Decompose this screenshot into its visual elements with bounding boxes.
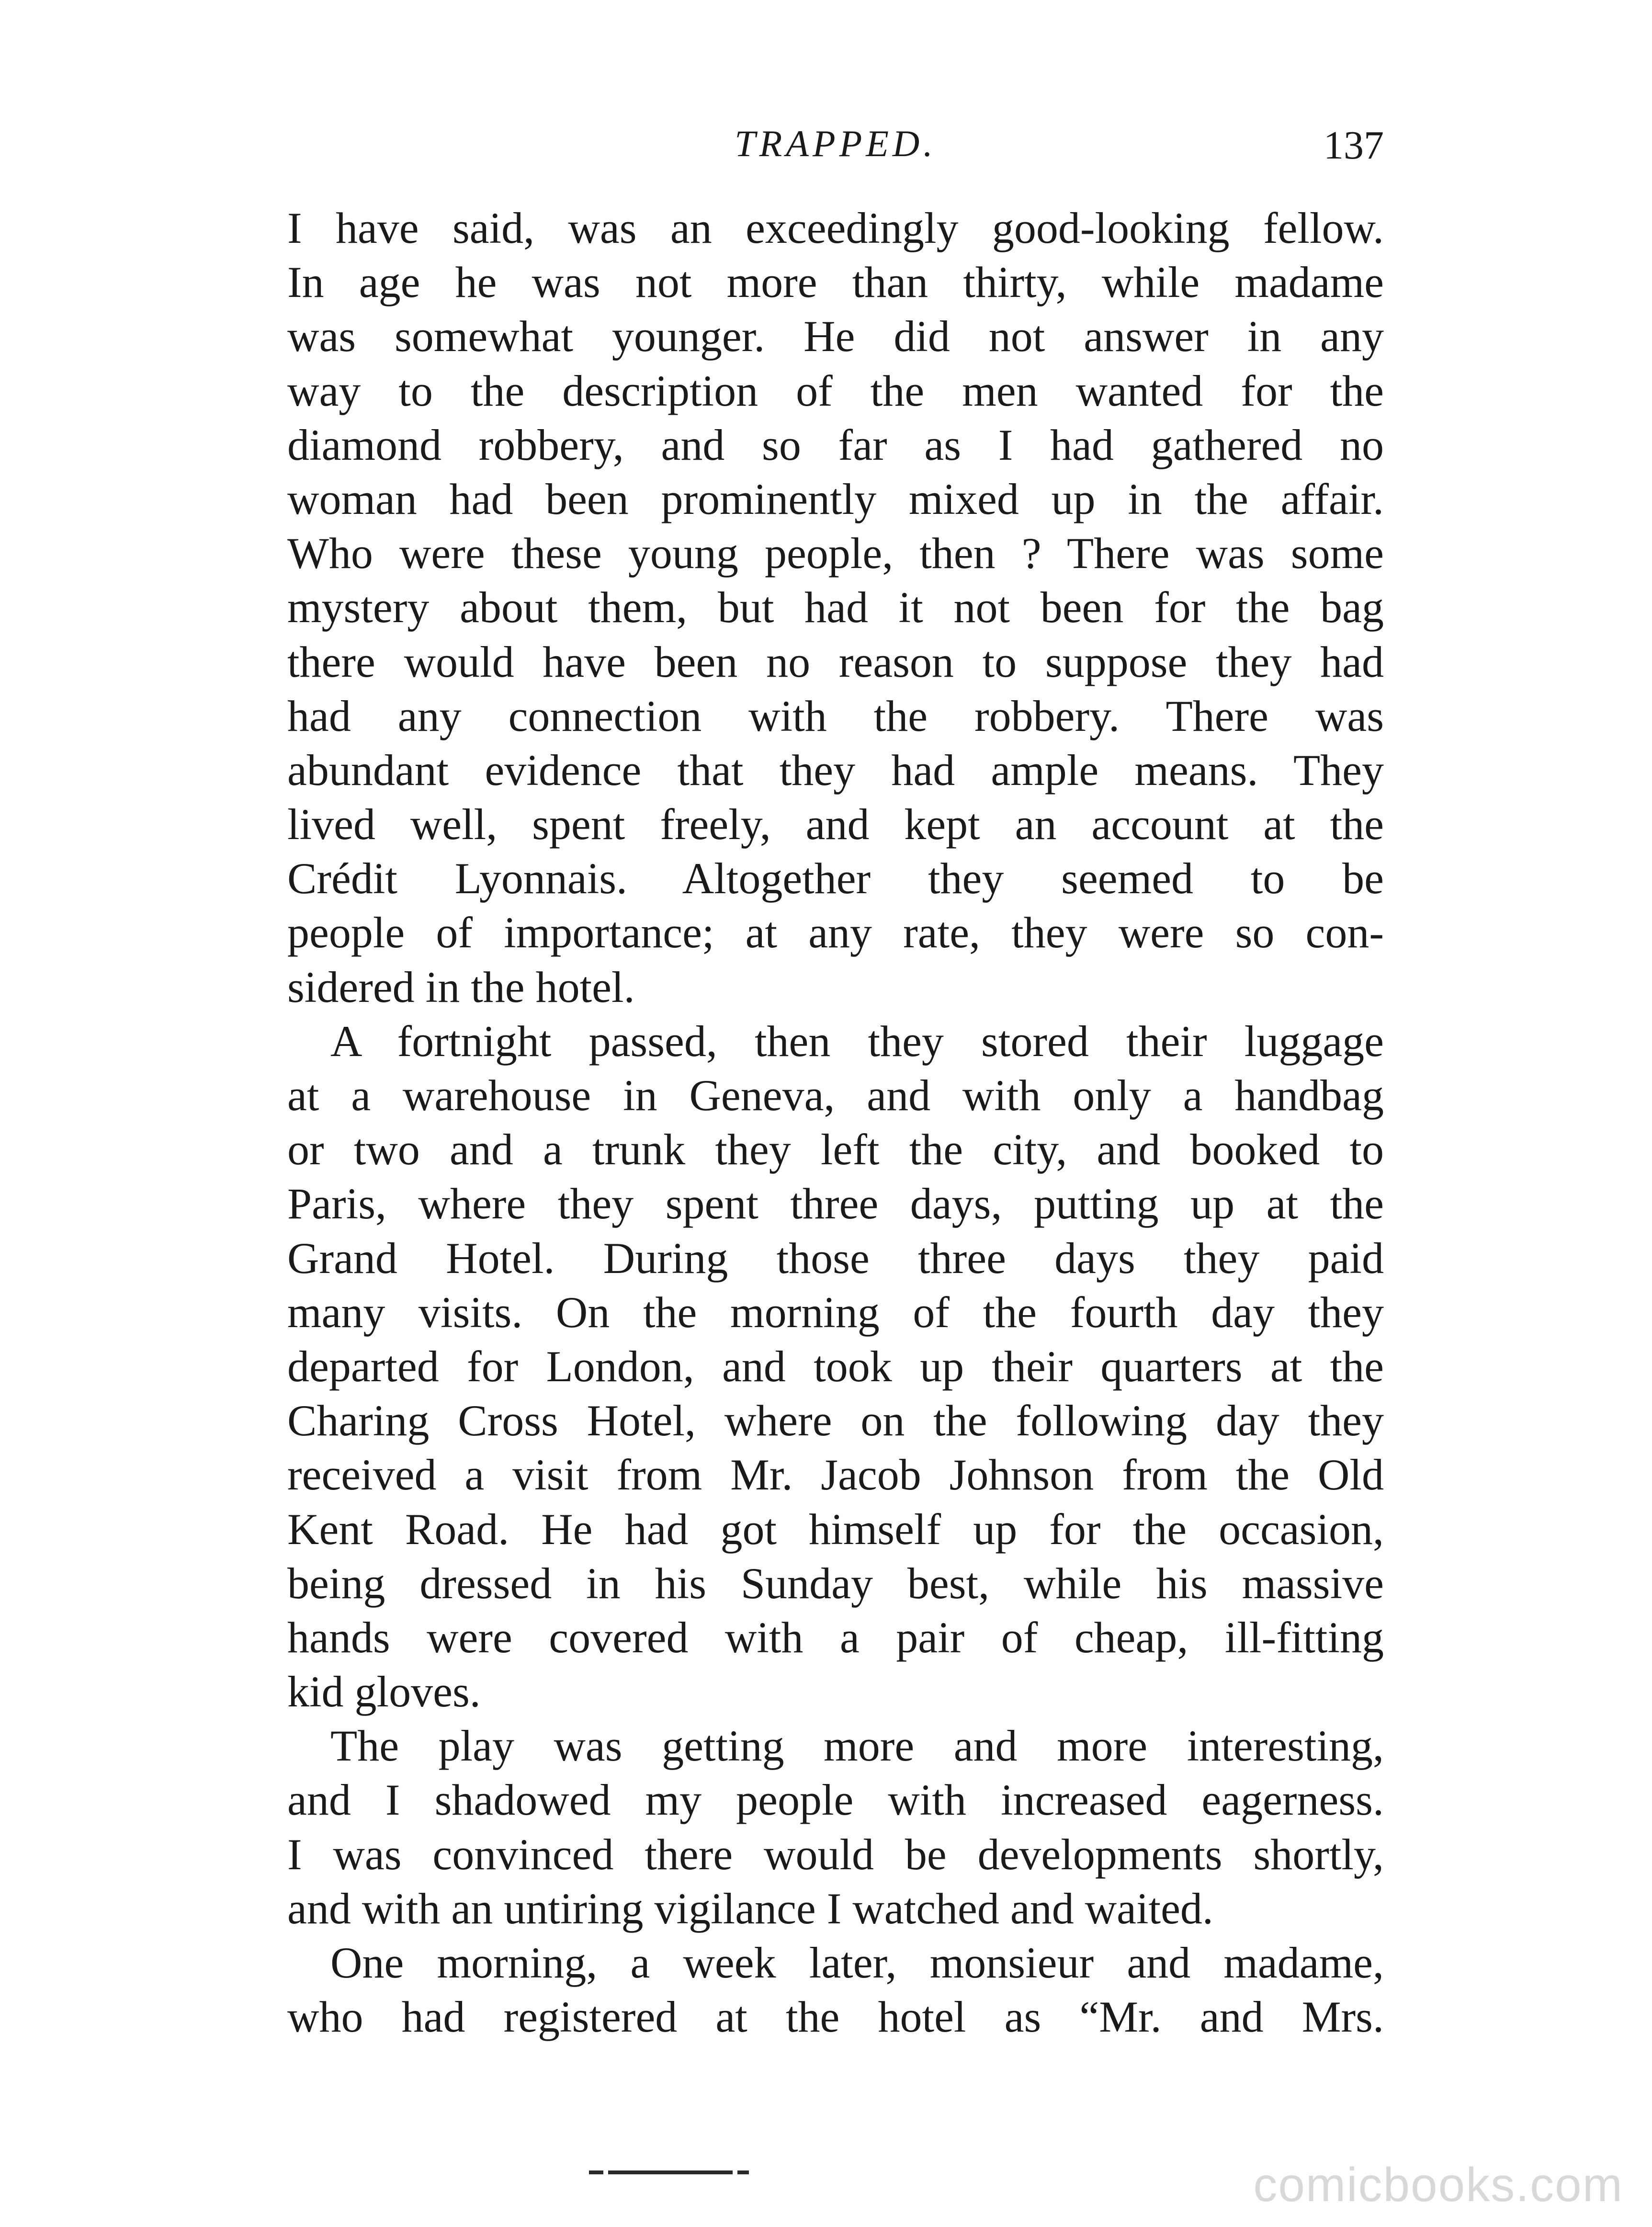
body-text — [287, 201, 1384, 2044]
text-line: I was convinced there would be developments shortly, — [287, 1829, 1384, 1879]
text-line: The play was getting more and more interesting, — [330, 1721, 1384, 1771]
text-line: being dressed in his Sunday best, while his massive — [287, 1558, 1384, 1608]
watermark: comicbooks.com — [1253, 2158, 1623, 2212]
text-line: abundant evidence that they had ample means. They — [287, 745, 1384, 795]
footer-rule — [737, 2170, 749, 2174]
text-line: diamond robbery, and so far as I had gathered no — [287, 420, 1384, 469]
text-line: and I shadowed my people with increased eagerness. — [287, 1775, 1384, 1825]
text-line: Kent Road. He had got himself up for the occasion, — [287, 1504, 1384, 1554]
text-line: was somewhat younger. He did not answer in any — [287, 312, 1384, 361]
text-line: way to the description of the men wanted for the — [287, 366, 1384, 415]
text-line: A fortnight passed, then they stored their luggage — [330, 1016, 1384, 1066]
text-line: Charing Cross Hotel, where on the following day they — [287, 1396, 1384, 1445]
footer-rule — [589, 2170, 603, 2174]
text-line: at a warehouse in Geneva, and with only a handbag — [287, 1071, 1384, 1120]
text-line: I have said, was an exceedingly good-looking fellow. — [287, 204, 1384, 252]
text-line: One morning, a week later, monsieur and madame, — [330, 1938, 1384, 1987]
text-line: who had registered at the hotel as “Mr. and Mrs. — [287, 1992, 1384, 2042]
text-line: Grand Hotel. During those three days they paid — [287, 1233, 1384, 1283]
text-line: In age he was not more than thirty, while madame — [287, 258, 1384, 307]
text-line: many visits. On the morning of the fourth day they — [287, 1287, 1384, 1337]
text-line: people of importance; at any rate, they were so con- — [287, 908, 1384, 957]
text-line: had any connection with the robbery. There was — [287, 691, 1384, 740]
text-line: Who were these young people, then ? There was some — [287, 529, 1384, 578]
text-line: departed for London, and took up their quarters at the — [287, 1341, 1384, 1391]
text-line: mystery about them, but had it not been for the bag — [287, 583, 1384, 632]
page-number: 137 — [1324, 123, 1384, 168]
text-line: Crédit Lyonnais. Altogether they seemed to be — [287, 854, 1384, 903]
footer-rule — [608, 2170, 733, 2174]
running-head — [287, 117, 1384, 170]
text-line: there would have been no reason to suppose they had — [287, 637, 1384, 686]
text-line: received a visit from Mr. Jacob Johnson from the Old — [287, 1450, 1384, 1500]
text-line: lived well, spent freely, and kept an account at the — [287, 800, 1384, 849]
text-line: sidered in the hotel. — [287, 962, 635, 1011]
text-line: and with an untiring vigilance I watched and waited. — [287, 1884, 1213, 1933]
text-line: Paris, where they spent three days, putting up at the — [287, 1179, 1384, 1228]
text-line: kid gloves. — [287, 1667, 481, 1716]
text-line: woman had been prominently mixed up in the affair. — [287, 474, 1384, 523]
running-title: TRAPPED. — [735, 123, 937, 164]
text-line: or two and a trunk they left the city, and booked to — [287, 1125, 1384, 1174]
text-line: hands were covered with a pair of cheap, ill-fitting — [287, 1613, 1384, 1662]
